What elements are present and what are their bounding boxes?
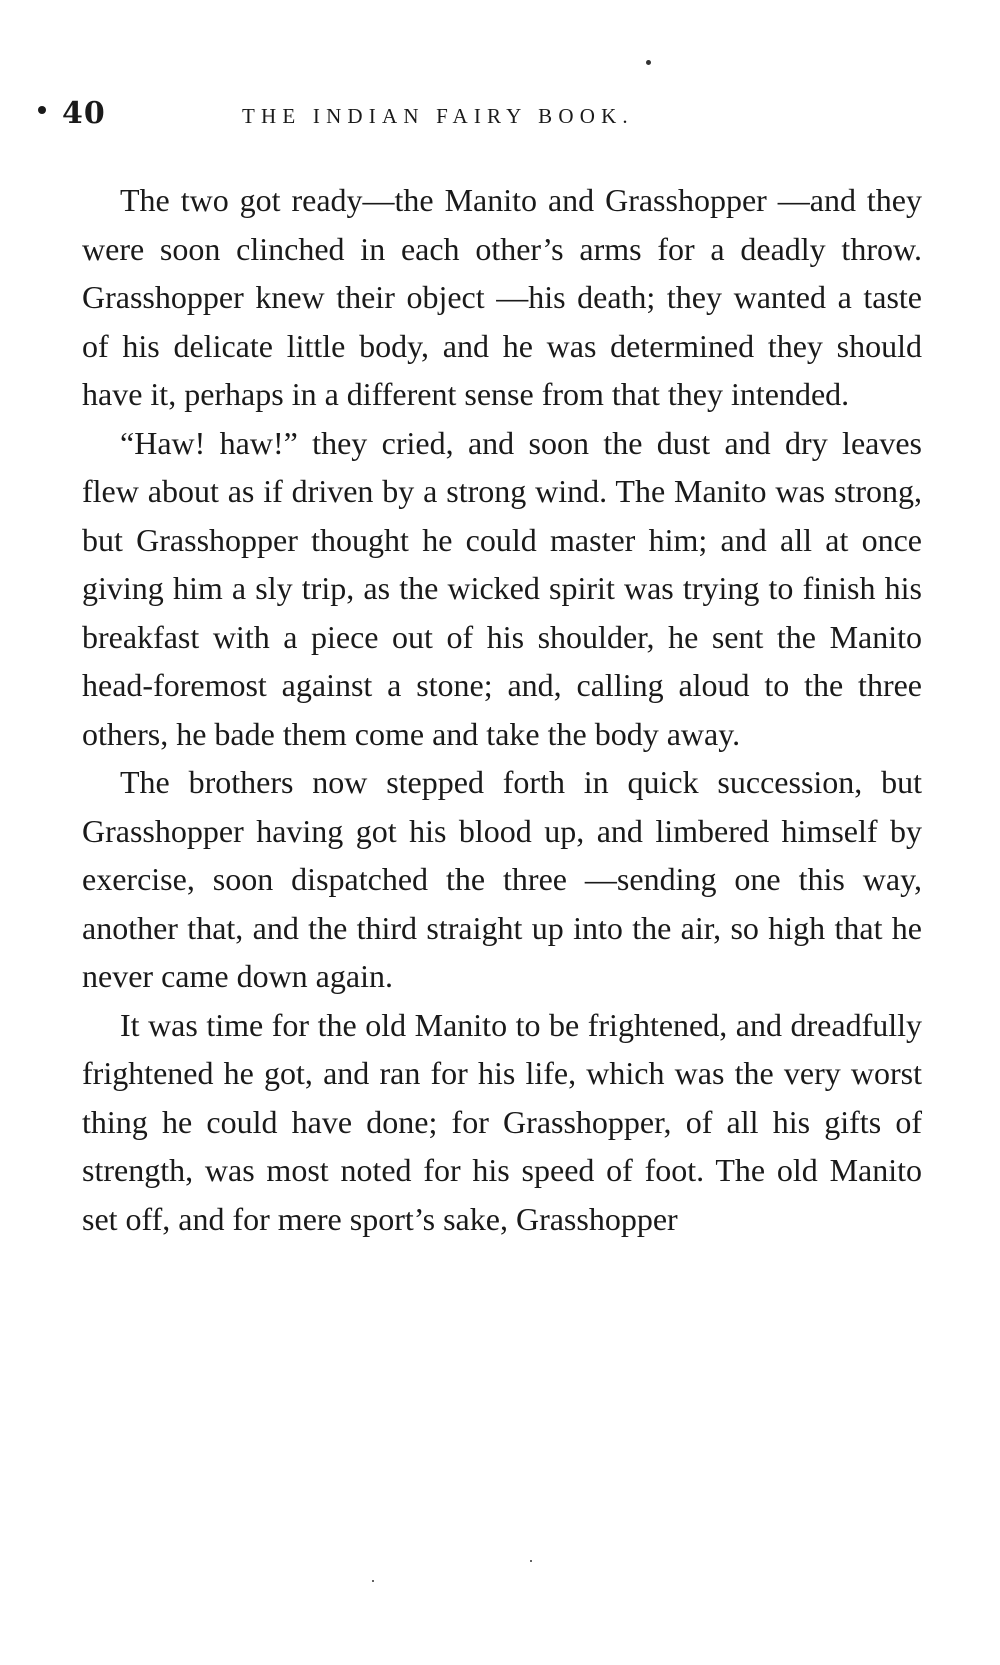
- ink-speck: [530, 1560, 532, 1562]
- body-text: [82, 176, 922, 1243]
- paragraph: It was time for the old Manito to be frightened, and dreadfully frightened he got, and ran for his life, which was the very worst thing he could have done; for Grasshopper, of all his gifts of strength, was most noted for his speed of foot. The old Manito set off, and for mere sport’s sake, Grasshopper: [82, 1006, 922, 1237]
- paragraph: “Haw! haw!” they cried, and soon the dust and dry leaves flew about as if driven by a strong wind. The Manito was strong, but Grasshopper thought he could master him; and all at once giving him a sly trip, as the wicked spirit was trying to finish his breakfast with a piece out of his shoulder, he sent the Manito head-foremost against a stone; and, calling aloud to the three others, he bade them come and take the body away.: [82, 424, 922, 752]
- paragraph: The brothers now stepped forth in quick succession, but Grasshopper having got his blood up, and limbered himself by exercise, soon dispatched the three —sending one this way, another that, and the third straight up into the air, so high that he never came down again.: [82, 764, 922, 994]
- running-head: [52, 96, 922, 136]
- page-number: 40: [62, 96, 106, 131]
- ink-speck: [646, 60, 651, 65]
- bullet-mark: [38, 106, 46, 114]
- book-title: THE INDIAN FAIRY BOOK.: [242, 104, 634, 128]
- paragraph: The two got ready—the Manito and Grasshopper —and they were soon clinched in each other’s arms for a deadly throw. Grasshopper knew their object —his death; they wanted a taste of his delicate little body, and he was determined they should have it, perhaps in a different sense from that they intended.: [82, 182, 922, 412]
- ink-speck: [372, 1580, 374, 1582]
